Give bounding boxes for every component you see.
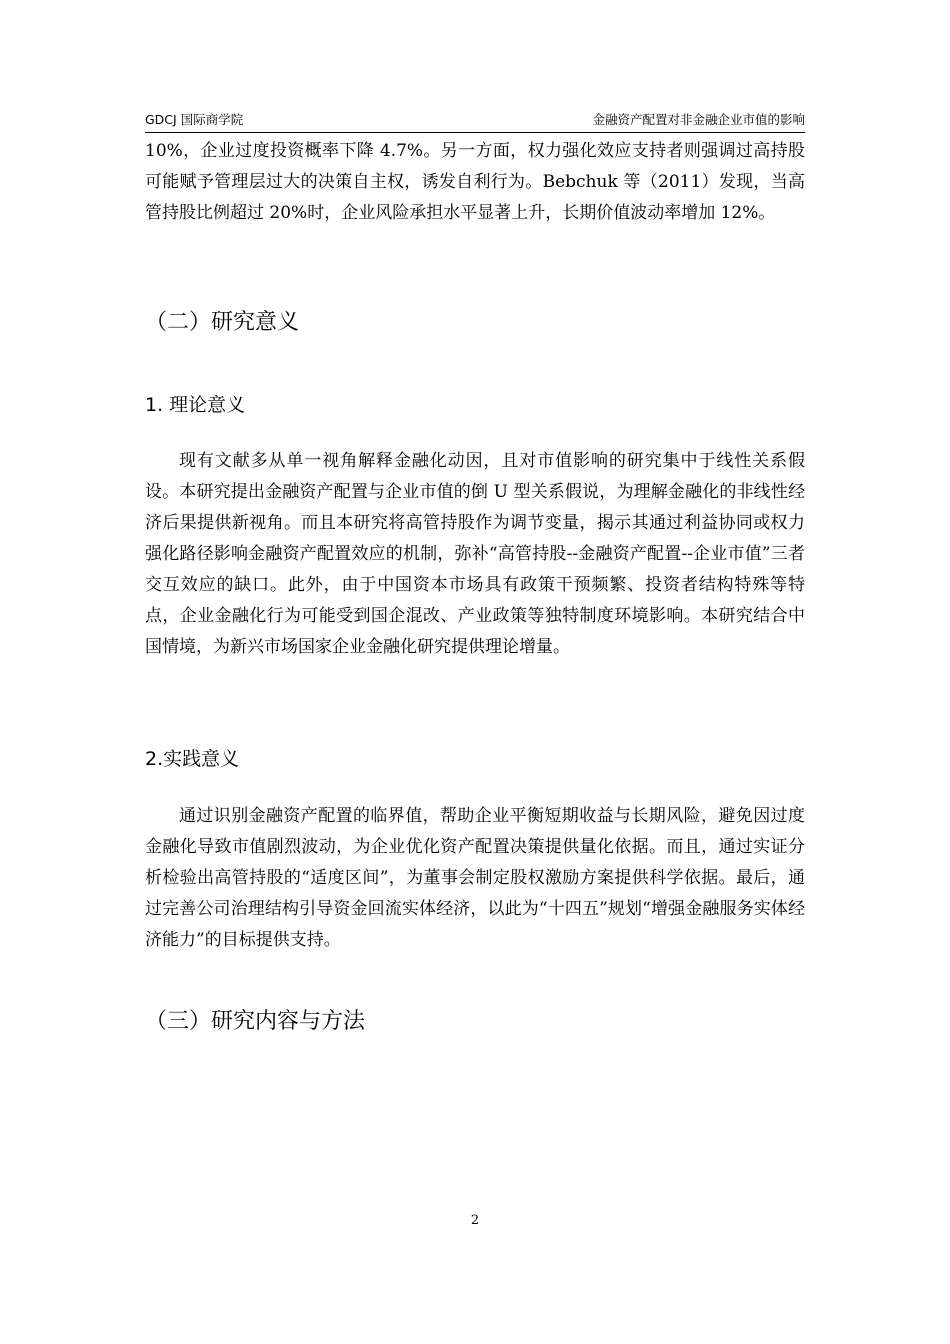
page-number: 2 (470, 1213, 480, 1228)
section-heading-significance: （二）研究意义 (145, 310, 300, 335)
subsection-heading-practice: 2.实践意义 (145, 748, 240, 770)
header-paper-title: 金融资产配置对非金融企业市值的影响 (592, 112, 805, 127)
paragraph-continued: 10%，企业过度投资概率下降 4.7%。另一方面，权力强化效应支持者则强调过高持股可能赋予管理层过大的决策自主权，诱发自利行为。Bebchuk 等（2011）发现，当高管持股比例超过 20%时，企业风险承担水平显著上升，长期价值波动率增加 12%。 (145, 141, 805, 223)
section-heading-content-methods: （三）研究内容与方法 (145, 1009, 366, 1034)
header-institution: GDCJ 国际商学院 (145, 112, 244, 127)
paragraph-theory: 现有文献多从单一视角解释金融化动因，且对市值影响的研究集中于线性关系假设。本研究提出金融资产配置与企业市值的倒 U 型关系假说，为理解金融化的非线性经济后果提供新视角。而且本研究将高管持股作为调节变量，揭示其通过利益协同或权力强化路径影响金融资产配置效应的机制，弥补“高管持股--金融资产配置--企业市值”三者交互效应的缺口。此外，由于中国资本市场具有政策干预频繁、投资者结构特殊等特点，企业金融化行为可能受到国企混改、产业政策等独特制度环境影响。本研究结合中国情境，为新兴市场国家企业金融化研究提供理论增量。 (145, 451, 805, 657)
page-header (145, 106, 805, 133)
paragraph-practice: 通过识别金融资产配置的临界值，帮助企业平衡短期收益与长期风险，避免因过度金融化导致市值剧烈波动，为企业优化资产配置决策提供量化依据。而且，通过实证分析检验出高管持股的“适度区间”，为董事会制定股权激励方案提供科学依据。最后，通过完善公司治理结构引导资金回流实体经济，以此为“十四五”规划“增强金融服务实体经济能力”的目标提供支持。 (145, 806, 805, 950)
subsection-heading-theory: 1. 理论意义 (145, 394, 246, 416)
